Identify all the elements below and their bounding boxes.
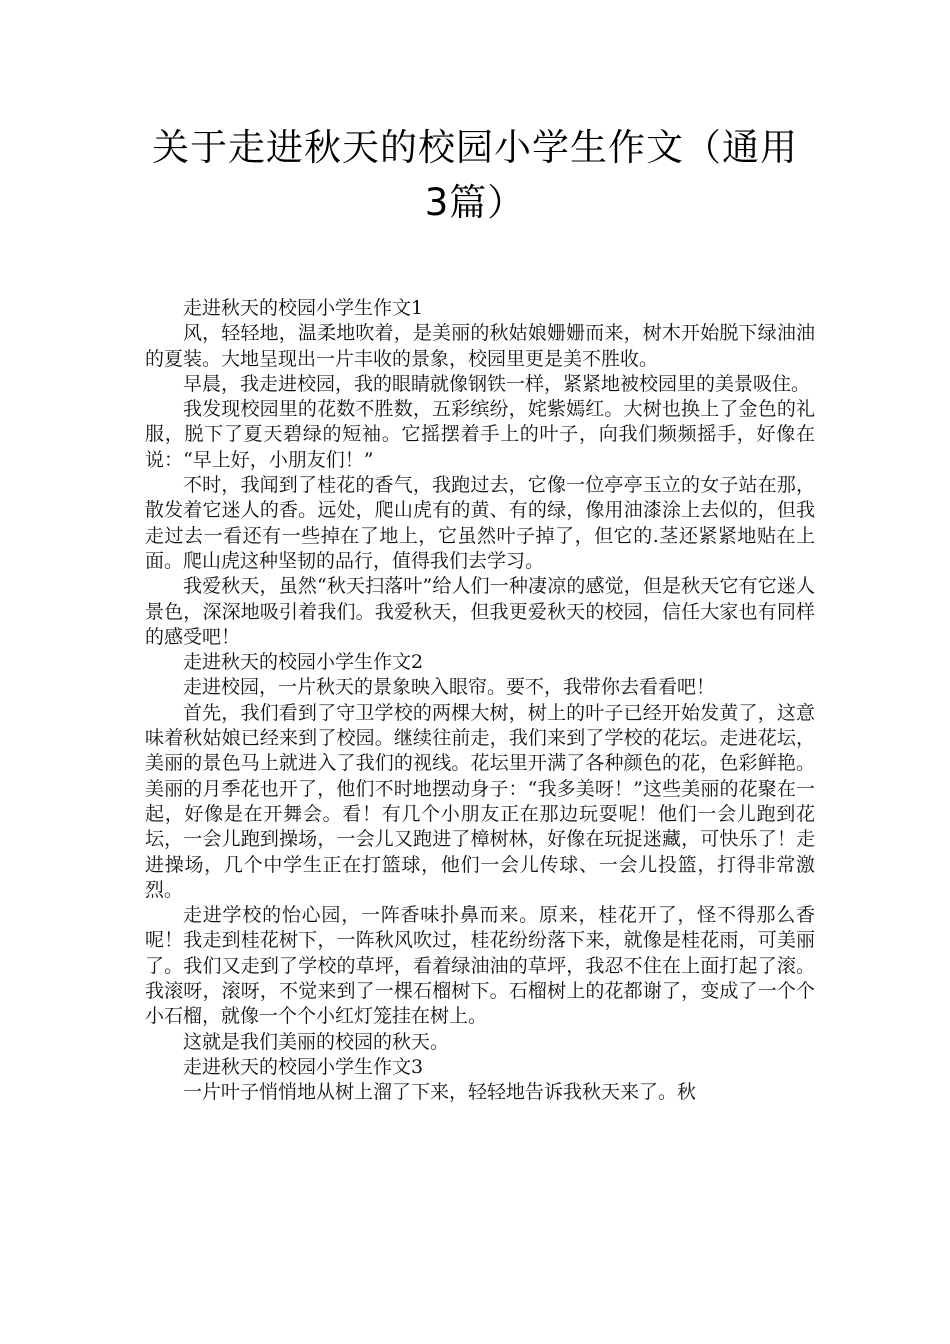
paragraph: 我爱秋天，虽然“秋天扫落叶”给人们一种凄凉的感觉，但是秋天它有它迷人景色，深深地吸引着我们。我爱秋天，但我更爱秋天的校园，信任大家也有同样的感受吧！: [145, 575, 815, 648]
paragraph: 不时，我闻到了桂花的香气，我跑过去，它像一位亭亭玉立的女子站在那，散发着它迷人的香。远处，爬山虎有的黄、有的绿，像用油漆涂上去似的，但我走过去一看还有一些掉在了地上，它虽然叶子掉了，但它的.茎还紧紧地贴在上面。爬山虎这种坚韧的品行，值得我们去学习。: [145, 474, 815, 572]
section-heading-2: 走进秋天的校园小学生作文2: [183, 651, 424, 674]
section-heading-1: 走进秋天的校园小学生作文1: [183, 297, 424, 319]
paragraph: 走进学校的怡心园，一阵香味扑鼻而来。原来，桂花开了，怪不得那么香呢！我走到桂花树下，一阵秋风吹过，桂花纷纷落下来，就像是桂花雨，可美丽了。我们又走到了学校的草坪，看着绿油油的草坪，我忍不住在上面打起了滚。我滚呀，滚呀，不觉来到了一棵石榴树下。石榴树上的花都谢了，变成了一个个小石榴，就像一个个小红灯笼挂在树上。: [145, 904, 815, 1028]
section-heading-3: 走进秋天的校园小学生作文3: [183, 1055, 424, 1078]
paragraph: 风，轻轻地，温柔地吹着，是美丽的秋姑娘姗姗而来，树木开始脱下绿油油的夏装。大地呈现出一片丰收的景象，校园里更是美不胜收。: [145, 322, 815, 370]
title-line-2: 3篇）: [424, 181, 526, 224]
paragraph: 一片叶子悄悄地从树上溜了下来，轻轻地告诉我秋天来了。秋: [183, 1081, 697, 1104]
document-body: [145, 296, 815, 1106]
paragraph: 这就是我们美丽的校园的秋天。: [183, 1030, 450, 1053]
paragraph: 早晨，我走进校园，我的眼睛就像钢铁一样，紧紧地被校园里的美景吸住。: [183, 372, 811, 395]
document-title: [100, 120, 850, 230]
title-line-1: 关于走进秋天的校园小学生作文（通用: [152, 126, 798, 169]
paragraph: 走进校园，一片秋天的景象映入眼帘。要不，我带你去看看吧！: [183, 676, 716, 699]
paragraph: 我发现校园里的花数不胜数，五彩缤纷，姹紫嫣红。大树也换上了金色的礼服，脱下了夏天碧绿的短袖。它摇摆着手上的叶子，向我们频频摇手，好像在说：“早上好，小朋友们！”: [145, 398, 815, 471]
paragraph: 首先，我们看到了守卫学校的两棵大树，树上的叶子已经开始发黄了，这意味着秋姑娘已经来到了校园。继续往前走，我们来到了学校的花坛。走进花坛，美丽的景色马上就进入了我们的视线。花坛里开满了各种颜色的花，色彩鲜艳。美丽的月季花也开了，他们不时地摆动身子：“我多美呀！”这些美丽的花聚在一起，好像是在开舞会。看！有几个小朋友正在那边玩耍呢！他们一会儿跑到花坛，一会儿跑到操场，一会儿又跑进了樟树林，好像在玩捉迷藏，可快乐了！走进操场，几个中学生正在打篮球，他们一会儿传球、一会儿投篮，打得非常激烈。: [145, 701, 815, 901]
